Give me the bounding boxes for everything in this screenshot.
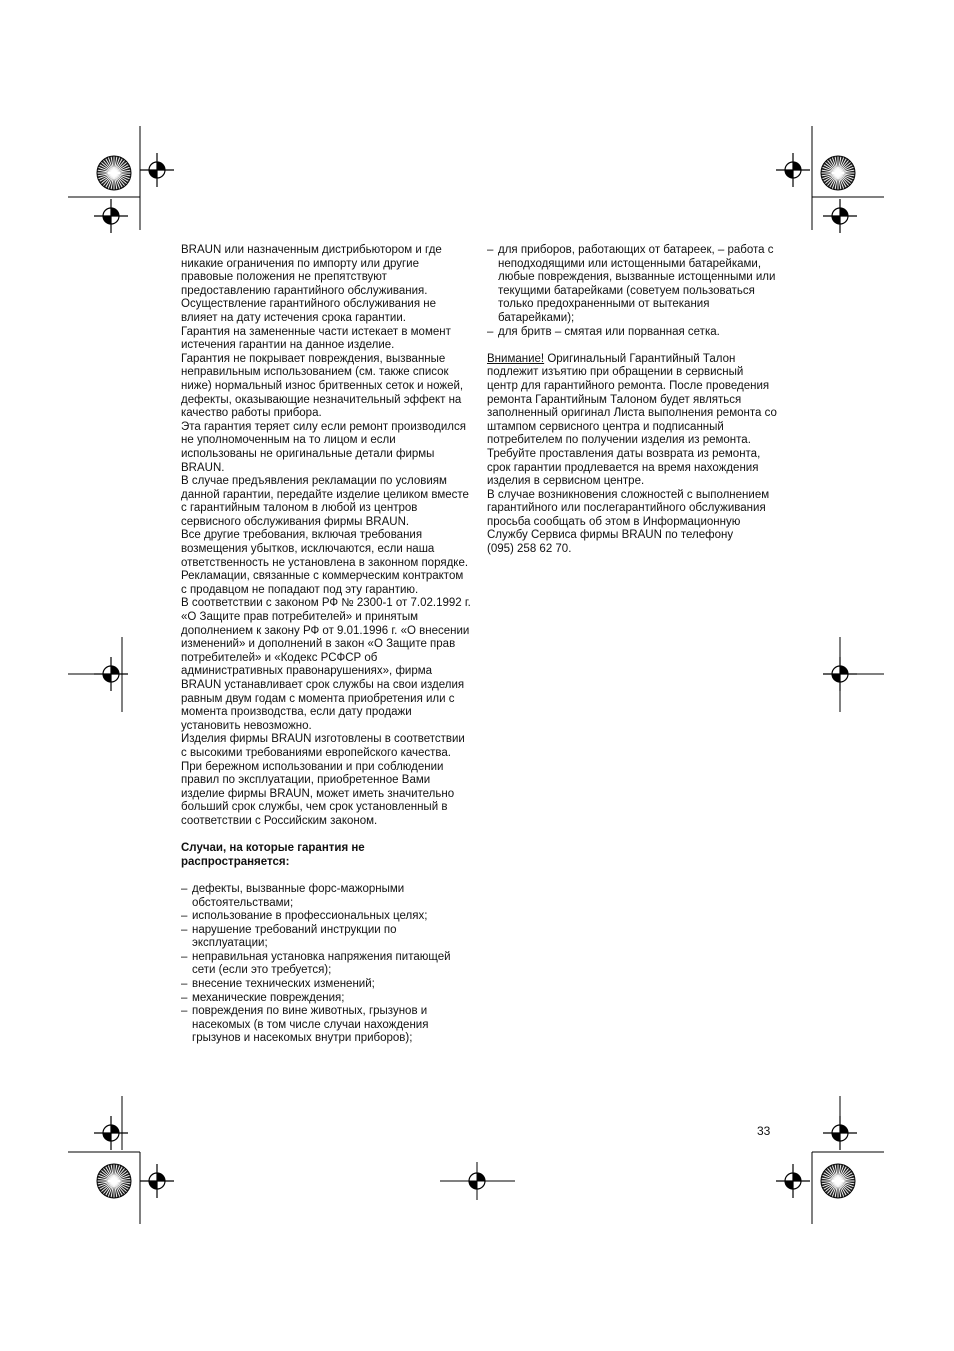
- paragraph: BRAUN или назначенным дистрибьютором и где никакие ограничения по импорту или другие правовые положения не препятствуют предоставлению гарантийного обслуживания.: [181, 244, 442, 297]
- paragraph: Изделия фирмы BRAUN изготовлены в соответствии с высокими требованиями европейского качества. При бережном использовании и при соблюдении правил по эксплуатации, приобретенное Вами изделие фирмы BRAUN, может иметь значительно больший срок службы, чем срок установленный в соответствии с Российским законом.: [181, 733, 465, 827]
- contact-paragraph: В случае возникновения сложностей с выполнением гарантийного или послегарантийного обслуживания просьба сообщать об этом в Информационную Службу Сервиса фирмы BRAUN по телефону: [487, 488, 770, 542]
- notice-paragraph: [487, 353, 777, 489]
- list-item: – неправильная установка напряжения питающей сети (если это требуется);: [181, 951, 471, 978]
- paragraph: Гарантия на замененные части истекает в момент истечения гарантии на данное изделие.: [181, 325, 451, 352]
- paragraph: Рекламации, связанные с коммерческим контрактом с продавцом не попадают под эту гарантию.: [181, 570, 464, 596]
- left-column: [181, 244, 471, 1046]
- section-heading: Случаи, на которые гарантия не распространяется:: [181, 842, 365, 868]
- list-item: – нарушение требований инструкции по эксплуатации;: [181, 924, 471, 951]
- list-item: – для приборов, работающих от батареек, – работа с неподходящими или истощенными батарейками, любые повреждения, вызванные истощенными или текущими батарейками (советуем пользоваться только предохраненными от вытекания батарейками);: [487, 244, 777, 326]
- notice-label: Внимание!: [487, 352, 545, 365]
- exclusions-list-continued: [487, 244, 777, 339]
- exclusions-list: [181, 883, 471, 1046]
- right-column: [487, 244, 777, 557]
- paragraph: В случае предъявления рекламации по условиям данной гарантии, передайте изделие целиком вместе с гарантийным талоном в любой из центров сервисного обслуживания фирмы BRAUN.: [181, 475, 469, 528]
- paragraph: В соответствии с законом РФ № 2300-1 от 7.02.1992 г. «О Защите прав потребителей» и принятым дополнением к закону РФ от 9.01.1996 г. «О внесении изменений» и дополнений в закон «О Защите прав потребителей» и «Кодекс РСФСР об административных правонарушениях», фирма BRAUN устанавливает срок службы на свои изделия равным двум годам с момента приобретения или с момента производства, если дату продажи установить невозможно.: [181, 597, 471, 732]
- paragraph: Эта гарантия теряет силу если ремонт производился не уполномоченным на то лицом и если использованы не оригинальные детали фирмы BRAUN.: [181, 420, 466, 474]
- paragraph: Все другие требования, включая требования возмещения убытков, исключаются, если наша ответственность не установлена в законном порядке.: [181, 529, 469, 569]
- list-item: – для бритв – смятая или порванная сетка.: [487, 326, 777, 340]
- list-item: – использование в профессиональных целях;: [181, 910, 471, 924]
- list-item: – внесение технических изменений;: [181, 978, 471, 992]
- phone-number: (095) 258 62 70.: [487, 543, 572, 556]
- list-item: – дефекты, вызванные форс-мажорными обстоятельствами;: [181, 883, 471, 910]
- paragraph: Осуществление гарантийного обслуживания не влияет на дату истечения срока гарантии.: [181, 298, 437, 324]
- list-item: – повреждения по вине животных, грызунов и насекомых (в том числе случаи нахождения грызунов и насекомых внутри приборов);: [181, 1005, 471, 1046]
- list-item: – механические повреждения;: [181, 992, 471, 1006]
- paragraph: Гарантия не покрывает повреждения, вызванные неправильным использованием (см. также список ниже) нормальный износ бритвенных сеток и ножей, дефекты, оказывающие незначительный эффект на качество работы прибора.: [181, 352, 464, 420]
- page-number: 33: [757, 1124, 771, 1138]
- notice-text: Оригинальный Гарантийный Талон подлежит изъятию при обращении в сервисный центр для гарантийного ремонта. После проведения ремонта Гарантийным Талоном будет являться заполненный оригинал Листа выполнения ремонта со штампом сервисного центра и подписанный потребителем по получении изделия из ремонта. Требуйте проставления даты возврата из ремонта, срок гарантии продлевается на время нахождения изделия в сервисном центре.: [487, 352, 777, 488]
